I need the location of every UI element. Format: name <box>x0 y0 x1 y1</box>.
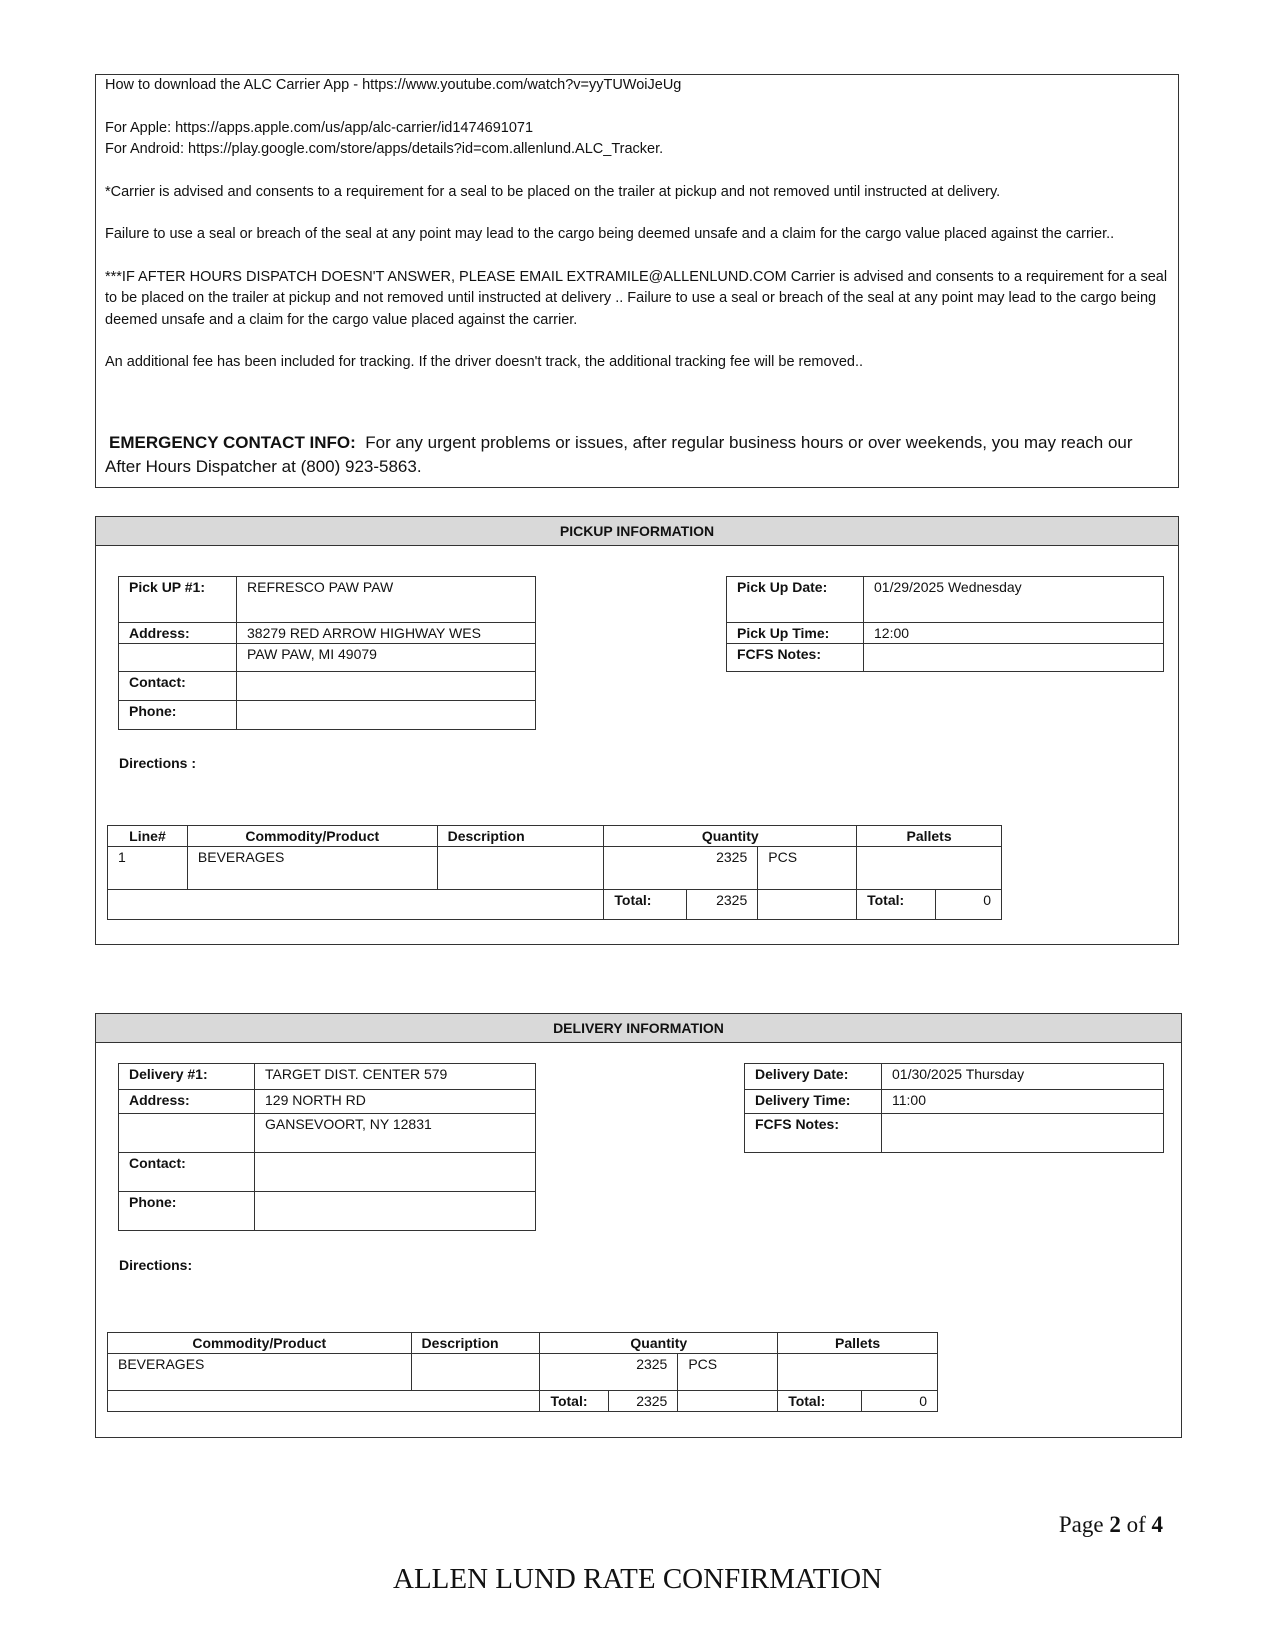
apple-link-note: For Apple: https://apps.apple.com/us/app/alc-carrier/id1474691071 <box>105 119 534 136</box>
pickup-section-title: PICKUP INFORMATION <box>96 517 1178 546</box>
delivery-date-label: Delivery Date: <box>745 1064 882 1090</box>
delivery-section-title: DELIVERY INFORMATION <box>96 1014 1181 1043</box>
delivery-quantity-total-label: Total: <box>540 1391 609 1412</box>
pickup-col-quantity: Quantity <box>604 826 857 847</box>
emergency-text: For any urgent problems or issues, after regular business hours or over weekends, you may reach our After Hours Dispatcher at (800) 923-5863. <box>105 432 1133 476</box>
pickup-row-unit: PCS <box>758 847 857 890</box>
carrier-notes-box <box>95 74 1179 488</box>
page-current: 2 <box>1109 1512 1121 1537</box>
delivery-directions-label: Directions: <box>119 1257 193 1273</box>
pickup-row-description <box>437 847 604 890</box>
pickup-quantity-total-label: Total: <box>604 890 687 920</box>
tracking-fee-note: An additional fee has been included for tracking. If the driver doesn't track, the additional tracking fee will be removed.. <box>105 354 864 370</box>
pickup-contact-label: Contact: <box>119 672 237 701</box>
delivery-phone-label: Phone: <box>119 1192 255 1231</box>
pickup-col-description: Description <box>437 826 604 847</box>
pickup-section <box>95 516 1179 945</box>
delivery-address-line1: 129 NORTH RD <box>255 1090 536 1114</box>
pickup-directions-label: Directions : <box>119 755 197 771</box>
delivery-location-table <box>118 1063 536 1231</box>
pickup-row-line: 1 <box>108 847 188 890</box>
delivery-number-label: Delivery #1: <box>119 1064 255 1090</box>
delivery-schedule-table <box>744 1063 1164 1153</box>
android-link-note: For Android: https://play.google.com/store/apps/details?id=com.allenlund.ALC_Tracker. <box>105 141 664 157</box>
pickup-pallets-total: 0 <box>936 890 1002 920</box>
pickup-time-value: 12:00 <box>864 623 1164 644</box>
pickup-fcfs-label: FCFS Notes: <box>727 644 864 672</box>
delivery-pallets-total-label: Total: <box>778 1391 862 1412</box>
pickup-pallets-total-label: Total: <box>857 890 936 920</box>
delivery-name: TARGET DIST. CENTER 579 <box>255 1064 536 1090</box>
pickup-contact-value <box>237 672 536 701</box>
app-link-note: How to download the ALC Carrier App - https://www.youtube.com/watch?v=yyTUWoiJeUg <box>105 77 682 93</box>
pickup-row-pallets <box>857 847 1002 890</box>
delivery-pallets-total: 0 <box>862 1391 938 1412</box>
delivery-phone-value <box>255 1192 536 1231</box>
delivery-row-pallets <box>778 1354 938 1391</box>
emergency-label: EMERGENCY CONTACT INFO: <box>109 432 356 452</box>
page-number: Page 2 of 4 <box>1058 1512 1163 1537</box>
pickup-col-commodity: Commodity/Product <box>187 826 437 847</box>
delivery-address-label: Address: <box>119 1090 255 1114</box>
after-hours-note: ***IF AFTER HOURS DISPATCH DOESN'T ANSWER, PLEASE EMAIL EXTRAMILE@ALLENLUND.COM Carrier is advised and consents to a requirement for a seal to be placed on the trailer at pickup and not removed until instructed at delivery .. Failure to use a seal or breach of the seal at any point may lead to the cargo being deemed unsafe and a claim for the cargo value placed against the carrier. <box>105 268 1168 328</box>
pickup-date-value: 01/29/2025 Wednesday <box>864 577 1164 623</box>
emergency-contact <box>105 431 1169 479</box>
pickup-date-label: Pick Up Date: <box>727 577 864 623</box>
pickup-address-line2: PAW PAW, MI 49079 <box>237 644 536 672</box>
delivery-row-unit: PCS <box>678 1354 778 1391</box>
pickup-number-label: Pick UP #1: <box>119 577 237 623</box>
pickup-location-table <box>118 576 536 730</box>
delivery-fcfs-value <box>882 1114 1164 1153</box>
table-row <box>108 1354 938 1391</box>
delivery-fcfs-label: FCFS Notes: <box>745 1114 882 1153</box>
page-total: 4 <box>1151 1512 1163 1537</box>
delivery-section <box>95 1013 1182 1438</box>
delivery-col-description: Description <box>411 1333 540 1354</box>
pickup-col-line: Line# <box>108 826 188 847</box>
delivery-row-commodity: BEVERAGES <box>108 1354 412 1391</box>
delivery-commodity-table <box>107 1332 938 1412</box>
seal-failure-note: Failure to use a seal or breach of the seal at any point may lead to the cargo being deemed unsafe and a claim for the cargo value placed against the carrier.. <box>105 226 1115 242</box>
delivery-quantity-total: 2325 <box>609 1391 678 1412</box>
pickup-schedule-table <box>726 576 1164 672</box>
delivery-row-quantity: 2325 <box>540 1354 678 1391</box>
pickup-time-label: Pick Up Time: <box>727 623 864 644</box>
pickup-row-quantity: 2325 <box>604 847 758 890</box>
delivery-contact-value <box>255 1153 536 1192</box>
pickup-name: REFRESCO PAW PAW <box>237 577 536 623</box>
pickup-row-commodity: BEVERAGES <box>187 847 437 890</box>
delivery-row-description <box>411 1354 540 1391</box>
table-row <box>108 847 1002 890</box>
seal-requirement-note: *Carrier is advised and consents to a requirement for a seal to be placed on the trailer at pickup and not removed until instructed at delivery. <box>105 183 1001 200</box>
delivery-address-line2: GANSEVOORT, NY 12831 <box>255 1114 536 1153</box>
pickup-col-pallets: Pallets <box>857 826 1002 847</box>
pickup-address-label: Address: <box>119 623 237 644</box>
delivery-col-pallets: Pallets <box>778 1333 938 1354</box>
pickup-quantity-total: 2325 <box>687 890 758 920</box>
pickup-fcfs-value <box>864 644 1164 672</box>
delivery-date-value: 01/30/2025 Thursday <box>882 1064 1164 1090</box>
pickup-phone-label: Phone: <box>119 701 237 730</box>
delivery-time-label: Delivery Time: <box>745 1090 882 1114</box>
delivery-contact-label: Contact: <box>119 1153 255 1192</box>
pickup-phone-value <box>237 701 536 730</box>
delivery-col-quantity: Quantity <box>540 1333 778 1354</box>
document-footer-title: ALLEN LUND RATE CONFIRMATION <box>393 1563 882 1595</box>
pickup-commodity-table <box>107 825 1002 920</box>
delivery-col-commodity: Commodity/Product <box>108 1333 412 1354</box>
pickup-address-line1: 38279 RED ARROW HIGHWAY WES <box>237 623 536 644</box>
delivery-time-value: 11:00 <box>882 1090 1164 1114</box>
